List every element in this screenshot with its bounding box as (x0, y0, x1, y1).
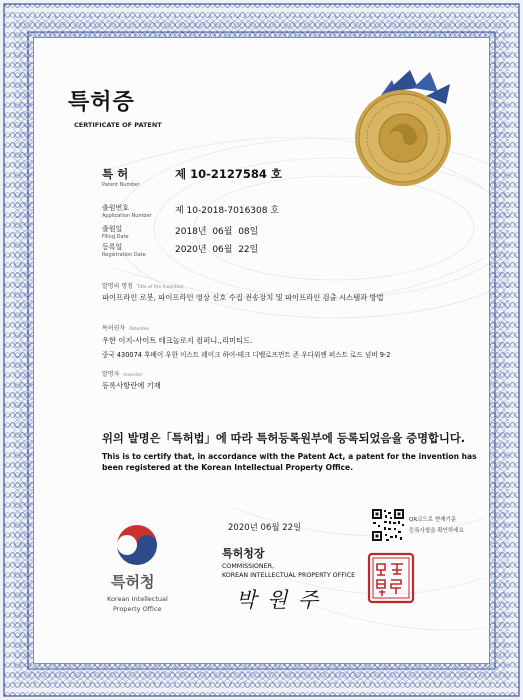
patentee-label-en: Patentee (129, 327, 150, 332)
certification-text-ko: 위의 발명은「특허법」에 따라 특허등록원부에 등록되었음을 증명합니다. (102, 432, 466, 445)
application-number-label: 출원번호 (102, 204, 130, 212)
qr-code-icon[interactable] (371, 508, 405, 542)
filing-date-label: 출원일 (102, 225, 123, 233)
commissioner-title: 특허청장 (222, 547, 265, 560)
commissioner-signature: 박 원 주 (236, 588, 321, 612)
application-number-value: 제 10-2018-7016308 호 (175, 206, 280, 216)
inventor-label: 발명자 (102, 371, 120, 378)
certificate-title-en: CERTIFICATE OF PATENT (74, 121, 162, 129)
inventor-value: 등록사항란에 기재 (102, 381, 161, 390)
certificate-title: 특허증 (68, 90, 135, 115)
qr-note-line1: QR코드로 현재기준 (409, 517, 457, 523)
commissioner-en-line2: KOREAN INTELLECTUAL PROPERTY OFFICE (222, 572, 356, 579)
patent-number-value: 제 10-2127584 호 (175, 167, 283, 181)
commissioner-en-line1: COMMISSIONER, (222, 563, 274, 570)
invention-title: 파이프라인 로봇, 파이프라인 영상 신호 수집 전송장치 및 파이프라인 검출 시스템과 방법 (102, 293, 384, 302)
kipo-name-en-line2: Property Office (113, 605, 162, 613)
invention-label: 발명의 명칭 (102, 283, 133, 290)
filing-date-value: 2018년 06월 08일 (175, 227, 259, 237)
issue-date: 2020년 06월 22일 (228, 523, 302, 533)
registration-date-label: 등록일 (102, 243, 123, 251)
qr-note-line2: 등록사항을 확인하세요 (409, 528, 464, 534)
kipo-name-en-line1: Korean Intellectual (107, 595, 168, 603)
certification-text-en: This is to certify that, in accordance with the Patent Act, a patent for the invention has been registered at the Korean Intellectual Property Office. (102, 452, 477, 472)
patent-number-label-en: Patent Number (102, 182, 140, 188)
filing-date-label-en: Filing Date (102, 234, 129, 240)
invention-label-en: Title of the Invention (136, 285, 184, 290)
registration-date-label-en: Registration Date (102, 252, 146, 258)
patentee-name: 우한 이지-사이트 테크놀로지 컴퍼니.,리미티드. (102, 336, 253, 345)
invention-caption (102, 281, 184, 290)
inventor-caption (102, 369, 142, 378)
kipo-logo-icon (111, 521, 163, 567)
application-number-label-en: Application Number (102, 213, 152, 219)
inventor-label-en: Inventor (123, 373, 143, 378)
patentee-address: 중국 430074 후베이 우한 이스트 레이크 하이-테크 디벨로프먼트 존 우다위엔 퍼스트 로드 넘버 9-2 (102, 351, 391, 359)
registration-date-value: 2020년 06월 22일 (175, 245, 259, 255)
gold-seal-icon (338, 70, 468, 190)
patentee-caption (102, 323, 149, 332)
kipo-name-ko: 특허청 (111, 573, 155, 591)
official-stamp-icon (367, 552, 415, 604)
patent-number-label: 특 허 (102, 167, 129, 181)
patentee-label: 특허권자 (102, 325, 126, 332)
